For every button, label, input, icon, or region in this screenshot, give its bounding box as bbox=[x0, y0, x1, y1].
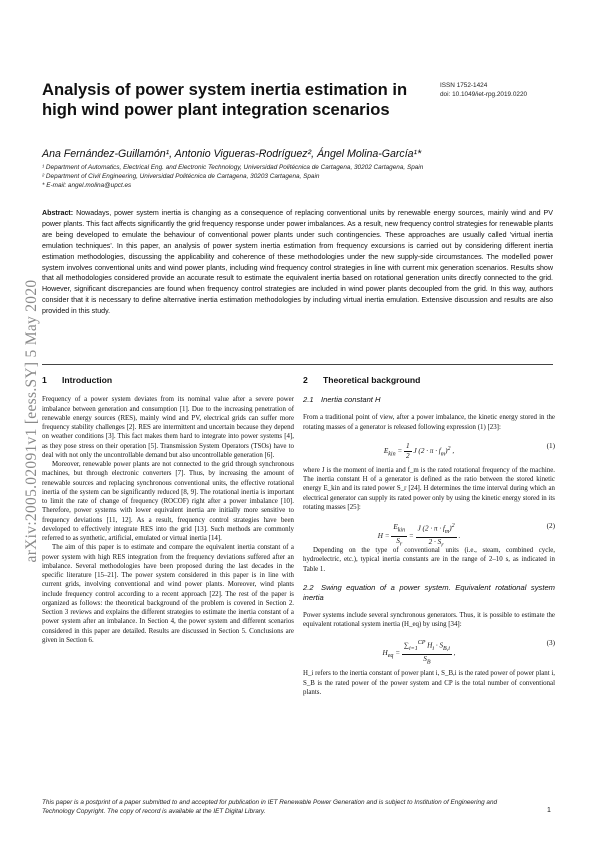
paragraph: Frequency of a power system deviates from its nominal value after a severe power imbalance between generation and consumption [1]. Due to the increasing penetration of renewable energy sources (RES), mainly wind and PV, electrical grids can suffer more frequency stability challenges [2]. RES are intermittent and uncertain because they depend on weather conditions [3]. This fact makes them hard to integrate into power systems [4], as they pose stress on their operation [5]. Transmission System Operators (TSOs) have to deal with not only the uncontrollable demand but also uncontrollable generation [6]. bbox=[42, 396, 294, 459]
subsection-number: 2.1 bbox=[303, 395, 314, 405]
right-column bbox=[303, 376, 555, 697]
paragraph: From a traditional point of view, after a power imbalance, the kinetic energy stored in the rotating masses of a generator is released following expression (1) [23]: bbox=[303, 414, 555, 431]
arxiv-stamp: arXiv:2005.02091v1 [eess.SY] 5 May 2020 bbox=[23, 279, 40, 563]
paper-title: Analysis of power system inertia estimation in high wind power plant integration scenarios bbox=[42, 80, 408, 119]
equation-body: $H_{eq}$ = $\frac{\sum_{i=1}^{CP} H_i \cdot S_{B,i}}{S_B}$ , bbox=[382, 640, 456, 666]
section-1-heading bbox=[42, 376, 294, 385]
section-number: 2 bbox=[303, 375, 308, 385]
journal-info bbox=[440, 82, 527, 99]
equation-1 bbox=[303, 438, 555, 460]
equation-3 bbox=[303, 635, 555, 666]
equation-body: H = $\frac{E_{kin}}{S_r}$ = $\frac{J (2 \cdot \pi \cdot f_m)^2}{2 \cdot S_r}$ . bbox=[377, 523, 461, 549]
paragraph: where J is the moment of inertia and f_m is the rated rotational frequency of the machine. The inertia constant H of a generator is defined as the ratio between the stored kinetic energy E_kin and its rated power S_r [24]. H determines the time interval during which an electrical generator can supply its rated power only by using the kinetic energy stored in its rotating masses [25]: bbox=[303, 466, 555, 511]
abstract bbox=[42, 208, 553, 317]
equation-number: (2) bbox=[546, 522, 555, 530]
paragraph: H_i refers to the inertia constant of power plant i, S_B,i is the rated power of power plant i, S_B is the rated power of the power system and CP is the total number of conventional plants. bbox=[303, 670, 555, 696]
authors: Ana Fernández-Guillamón¹, Antonio Vigueras-Rodríguez², Ángel Molina-García¹* bbox=[42, 148, 422, 160]
equation-number: (3) bbox=[546, 639, 555, 648]
equation-body: $E_{kin}$ = $\frac{1}{2}$ J $(2 \cdot \pi \cdot f_m)^2$ , bbox=[383, 441, 455, 460]
affiliation-1: ¹ Department of Automatics, Electrical Eng. and Electronic Technology, Universidad Politécnica de Cartagena, 30202 Cartagena, Spain bbox=[42, 164, 424, 171]
subsection-title: Swing equation of a power system. Equivalent rotational system inertia bbox=[303, 582, 555, 602]
issn: ISSN 1752-1424 bbox=[440, 82, 488, 89]
abstract-label: Abstract: bbox=[42, 209, 74, 217]
paragraph: The aim of this paper is to estimate and compare the equivalent inertia constant of a power system with high RES integration from the frequency deviations suffered after an imbalance. Several methodologies have been proposed during the last decades in the specific literature [15–21]. The power system considered in this paper is in line with current grids, involving conventional and wind power plants. Moreover, wind plants include frequency control according to a recent approach [22]. The rest of the paper is organized as follows: the theoretical background of the problem is covered in Section 2. Section 3 reviews and explains the different strategies to estimate the inertia constant of a power system after an imbalance. In Section 4, the power system and different scenarios considered in this paper are detailed. Results are discussed in Section 5. Conclusions are given in Section 6. bbox=[42, 544, 294, 644]
doi[interactable]: doi: 10.1049/iet-rpg.2019.0220 bbox=[440, 90, 528, 98]
section-title: Introduction bbox=[62, 375, 113, 385]
abstract-text: Nowadays, power system inertia is changing as a consequence of replacing conventional units by renewable energy sources, mainly wind and PV power plants. This fact affects significantly the grid frequency response under power imbalances. As a result, new frequency control strategies for renewable plants are being developed to emulate the behaviour of conventional power plants under such contingencies. These approaches are usually called 'virtual inertia emulation techniques'. In this paper, an analysis of power system inertia estimation from frequency excursions is carried out by considering different inertia estimation methodologies, discussing the applicability and coherence of these methodologies under the new supply-side circumstances. The modelled power system involves conventional units and wind power plants, including wind frequency control strategies in line with current mix generation scenarios. Results show that all methodologies considered provide an accurate result to estimate the equivalent inertia based on rotational generation units directly connected to the grid. However, significant discrepancies are found when frequency control strategies are included in wind power plants decoupled from the grid. In this way, authors consider that it is necessary to define alternative inertia estimation methodologies by including virtual inertia emulation. Extensive discussion and results are also provided in this study. bbox=[42, 209, 553, 316]
paragraph: Power systems include several synchronous generators. Thus, it is possible to estimate the equivalent rotational system inertia (H_eq) by using [34]: bbox=[303, 611, 555, 628]
subsection-number: 2.2 bbox=[303, 582, 314, 592]
left-column bbox=[42, 376, 294, 645]
paragraph: Depending on the type of conventional units (i.e., steam, combined cycle, hydroelectric, etc.), typical inertia constants are in the range of 2–10 s, as indicated in Table 1. bbox=[303, 547, 555, 573]
section-divider bbox=[42, 364, 553, 365]
subsection-2-2-heading bbox=[303, 583, 555, 603]
section-number: 1 bbox=[42, 375, 47, 385]
contact-email[interactable]: * E-mail: angel.molina@upct.es bbox=[42, 181, 132, 189]
equation-number: (1) bbox=[546, 441, 555, 450]
page-number: 1 bbox=[547, 807, 551, 814]
section-2-heading bbox=[303, 376, 555, 385]
footer-note: This paper is a postprint of a paper submitted to and accepted for publication in IET Renewable Power Generation and is subject to Institution of Engineering and Technology Copyright. The copy of record is available at the IET Digital Library. bbox=[42, 799, 498, 815]
equation-2 bbox=[303, 518, 555, 549]
affiliation-2: ² Department of Civil Engineering, Universidad Politécnica de Cartagena, 30203 Cartagena, Spain bbox=[42, 172, 320, 180]
paragraph: Moreover, renewable power plants are not connected to the grid through synchronous machines, but through electronic converters [7]. Thus, by increasing the amount of renewable sources and replacing synchronous conventional units, the effective rotational inertia of the system can be significantly reduced [8, 9]. The rotational inertia is important to limit the rate of change of frequency (ROCOF) right after a power imbalance [10]. Therefore, power systems with lower equivalent inertia are initially more sensitive to frequency deviations [11, 12]. As a result, frequency control strategies have been developed to effectively integrate RES into the grid [13]. Such methods are commonly referred to as synthetic, artificial, emulated or virtual inertia [14]. bbox=[42, 461, 294, 542]
subsection-title: Inertia constant H bbox=[321, 395, 381, 405]
affiliations bbox=[42, 164, 562, 190]
subsection-2-1-heading bbox=[303, 395, 555, 405]
section-title: Theoretical background bbox=[323, 375, 421, 385]
